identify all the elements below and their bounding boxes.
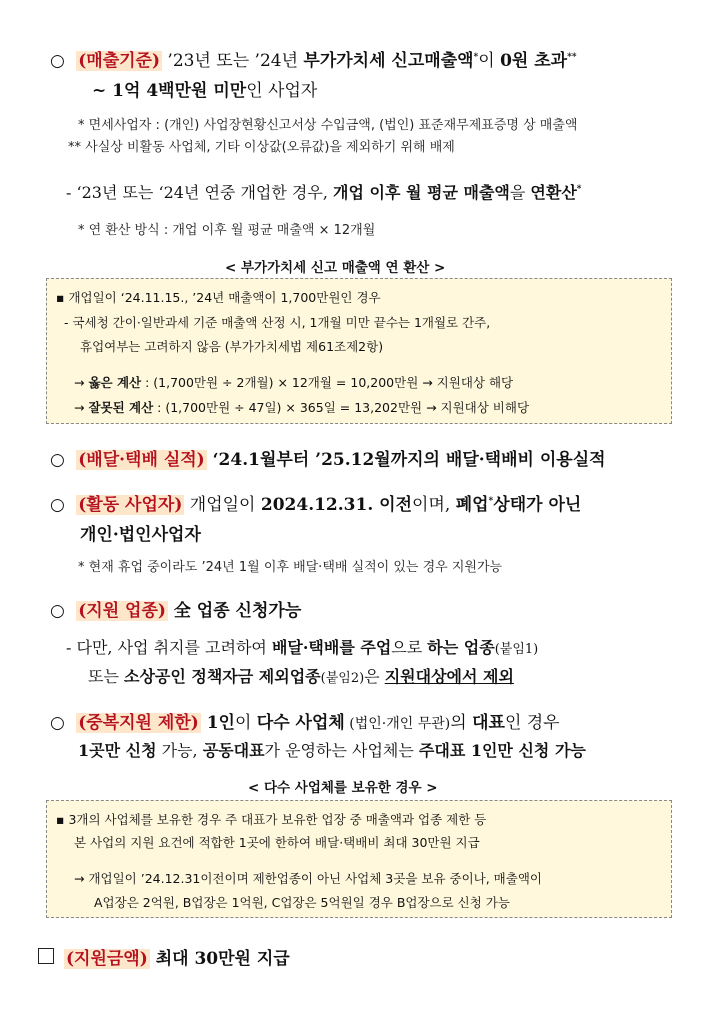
box2-line1: ▪ 3개의 사업체를 보유한 경우 주 대표가 보유한 업장 중 매출액과 업종 제한 등 (56, 812, 487, 827)
checkbox-square-icon (38, 948, 54, 964)
text: (법인·개인 무관) (344, 716, 451, 732)
delivery-record-tag: (배달·택배 실적) (78, 450, 205, 470)
text: 으로 (391, 638, 428, 657)
text: 이 (478, 51, 501, 71)
sales-criteria-tag: (매출기준) (78, 51, 161, 71)
text: 0원 초과 (500, 51, 568, 71)
text: - 다만, 사업 취지를 고려하여 (66, 638, 272, 657)
text: 폐업 (455, 495, 489, 515)
text: ~ 1억 4백만원 미만 (92, 81, 247, 101)
delivery-record-line (50, 445, 606, 470)
text: 부가가치세 신고매출액 (303, 51, 474, 71)
bullet: ○ (50, 495, 65, 515)
note-inactive: ** 사실상 비활동 사업체, 기타 이상값(오류값)을 제외하기 위해 배제 (68, 140, 455, 155)
text: 가능, (156, 741, 203, 760)
active-business-line1 (50, 490, 581, 515)
text: 상태가 아닌 (493, 495, 582, 515)
text: (붙임1) (494, 642, 539, 657)
text: 공동대표 (202, 741, 265, 760)
text: 인 경우 (504, 713, 560, 733)
text: 최대 30만원 지급 (149, 949, 290, 969)
eligible-industry-line (50, 596, 301, 621)
note-annualize: * 연 환산 방식 : 개업 이후 월 평균 매출액 × 12개월 (78, 223, 376, 238)
box2-line3: → 개업일이 ’24.12.31이전이며 제한업종이 아닌 사업체 3곳을 보유 중이나, 매출액이 (74, 871, 542, 886)
box1-line5 (74, 398, 529, 416)
duplicate-limit-tag: (중복지원 제한) (78, 713, 199, 733)
box1-line3: 휴업여부는 고려하지 않음 (부가가치세법 제61조제2항) (80, 339, 384, 354)
sales-criteria-dash (66, 180, 582, 203)
text: 연환산 (530, 183, 577, 202)
note-suspended: * 현재 휴업 중이라도 ’24년 1월 이후 배달·택배 실적이 있는 경우 지원가능 (78, 560, 503, 575)
support-amount-tag: (지원금액) (66, 949, 148, 969)
duplicate-limit-line1 (50, 708, 560, 733)
box1-title: < 부가가치세 신고 매출액 연 환산 > (225, 260, 446, 276)
text: 을 (509, 183, 531, 202)
text: 이 (234, 713, 257, 733)
footnote-mark: * (473, 52, 479, 63)
text: 의 (450, 713, 473, 733)
text: 하는 업종 (427, 638, 495, 657)
footnote-mark: ** (567, 52, 577, 63)
bullet: ○ (50, 51, 65, 71)
footnote-mark: * (488, 496, 494, 507)
eligible-industry-tag: (지원 업종) (78, 601, 166, 621)
text: 또는 (88, 667, 124, 686)
sales-criteria-line1 (50, 46, 577, 71)
industry-exception-line1 (66, 635, 538, 658)
text: 개업 이후 월 평균 매출액 (333, 183, 510, 202)
bullet: ○ (50, 713, 65, 733)
text: 은 (364, 667, 385, 686)
arrow: → (74, 375, 89, 390)
active-business-tag: (활동 사업자) (78, 495, 183, 515)
sales-criteria-line2 (92, 76, 317, 101)
text: 全 업종 신청가능 (167, 601, 302, 621)
text: : (1,700만원 ÷ 47일) × 365일 = 13,202만원 → 지원대상 비해당 (153, 400, 530, 415)
box2-line4: A업장은 2억원, B업장은 1억원, C업장은 5억원일 경우 B업장으로 신청 가능 (94, 895, 510, 910)
arrow: → (74, 400, 89, 415)
text: 이며, (412, 495, 456, 515)
text: 소상공인 정책자금 제외업종 (124, 667, 321, 686)
text: 배달·택배를 주업 (271, 638, 392, 657)
support-amount-line (64, 944, 290, 969)
text: 다수 사업체 (256, 713, 345, 733)
text: 대표 (472, 713, 505, 733)
text: 1인 (200, 713, 235, 733)
text: 인 사업자 (246, 81, 318, 101)
footnote-mark: * (576, 184, 582, 195)
text: ‘24.1월부터 ’25.12월까지의 배달·택배비 이용실적 (206, 450, 606, 470)
box2-line2: 본 사업의 지원 요건에 적합한 1곳에 한하여 배달·택배비 최대 30만원 지급 (74, 835, 480, 850)
box1-line2: - 국세청 간이·일반과세 기준 매출액 산정 시, 1개월 미만 끝수는 1개월로 간주, (64, 315, 491, 330)
active-business-line2: 개인·법인사업자 (80, 525, 201, 545)
box1-line4 (74, 373, 513, 391)
text: 1곳만 신청 (78, 741, 157, 760)
box1-line1: ▪ 개업일이 ‘24.11.15., ’24년 매출액이 1,700만원인 경우 (56, 290, 381, 305)
text: 지원대상에서 제외 (384, 667, 514, 686)
text: 주대표 1인만 신청 가능 (418, 741, 586, 760)
text: ’23년 또는 ’24년 (162, 51, 304, 71)
text: 2024.12.31. 이전 (260, 495, 413, 515)
industry-exception-line2 (88, 664, 514, 687)
text: 옳은 계산 (88, 375, 142, 390)
text: 잘못된 계산 (88, 400, 154, 415)
box2-title: < 다수 사업체를 보유한 경우 > (248, 780, 438, 796)
duplicate-limit-line2 (78, 738, 586, 761)
text: 가 운영하는 사업체는 (264, 741, 419, 760)
note-tax-exempt: * 면세사업자 : (개인) 사업장현황신고서상 수입금액, (법인) 표준재무제표증명 상 매출액 (78, 118, 578, 133)
text: 개업일이 (184, 495, 261, 515)
bullet: ○ (50, 601, 65, 621)
text: (붙임2) (320, 671, 365, 686)
text: : (1,700만원 ÷ 2개월) × 12개월 = 10,200만원 → 지원대상 해당 (141, 375, 514, 390)
text: - ‘23년 또는 ‘24년 연중 개업한 경우, (66, 183, 334, 202)
bullet: ○ (50, 450, 65, 470)
